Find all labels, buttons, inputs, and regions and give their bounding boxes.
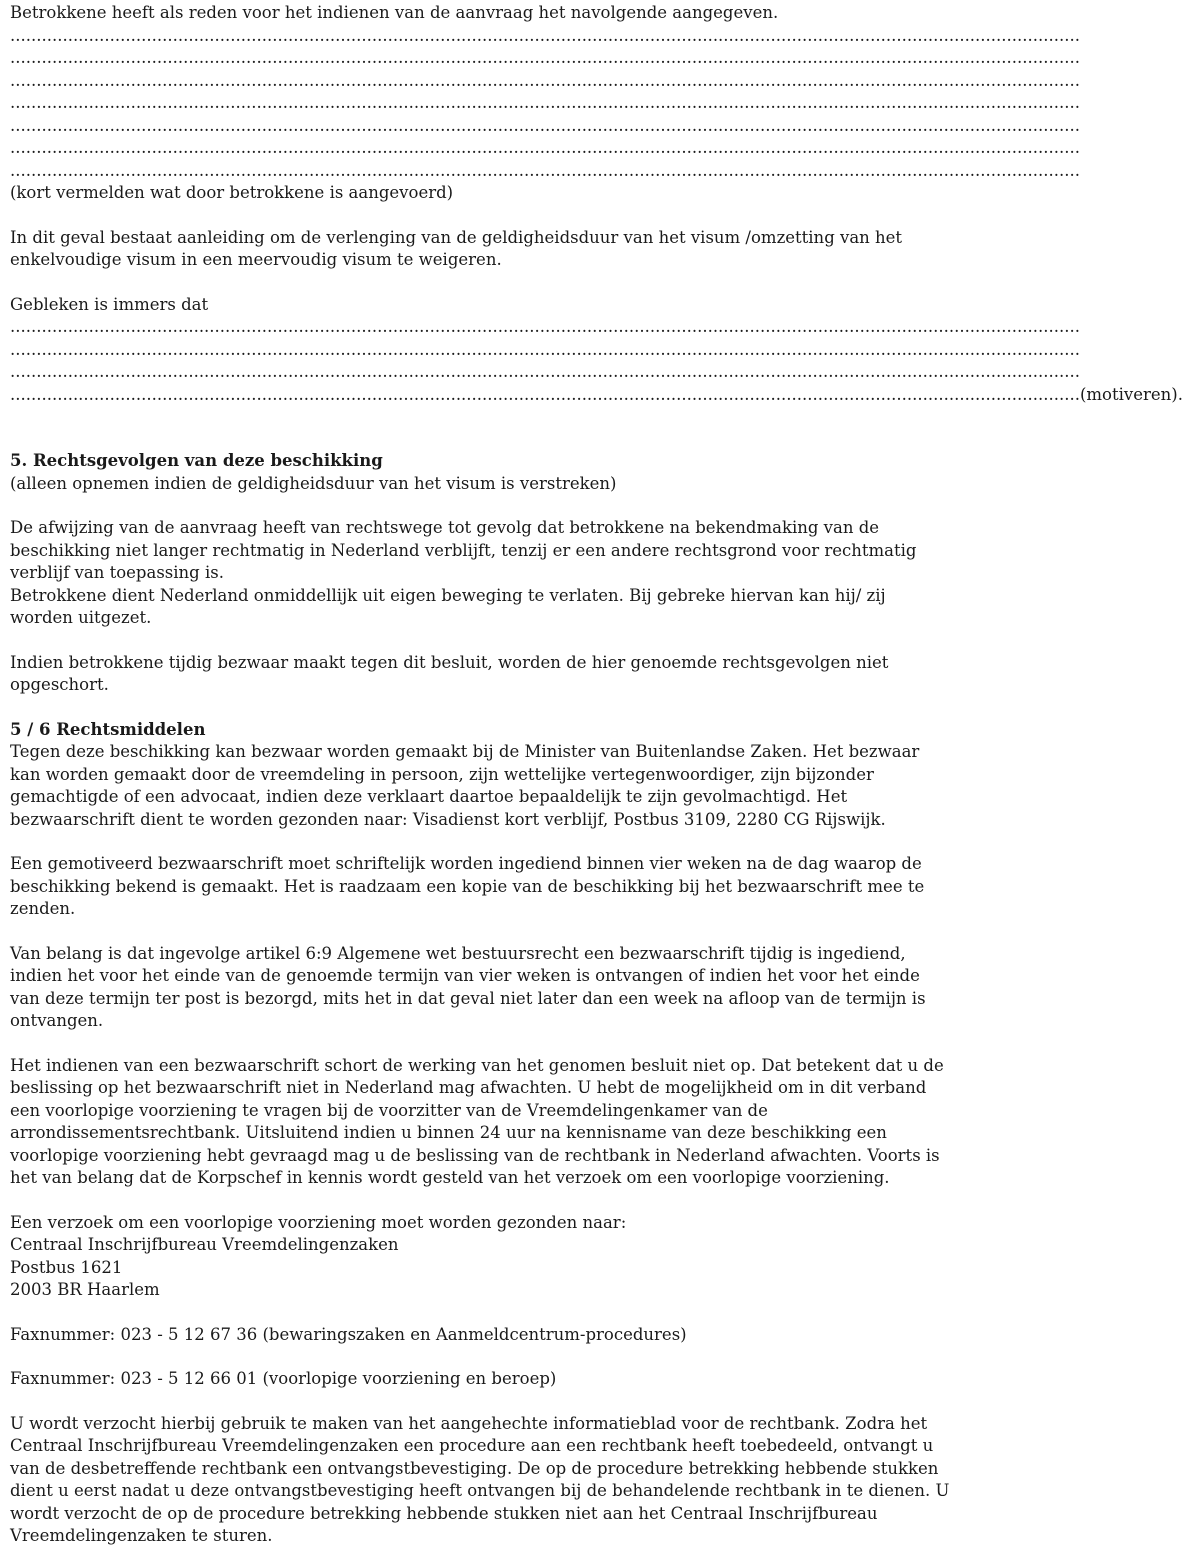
- section5-paragraph-2: [10, 652, 1000, 697]
- dotted-line: ............................................................................................................................................................................................................: [10, 160, 1080, 180]
- section56-paragraph-5: [10, 1413, 1000, 1548]
- text-line: beschikking bekend is gemaakt. Het is raadzaam een kopie van de beschikking bij het bezwaarschrift mee te: [10, 876, 925, 896]
- text-line: van deze termijn ter post is bezorgd, mits het in dat geval niet later dan een week na afloop van de termijn is: [10, 988, 926, 1008]
- text-line: indien het voor het einde van de genoemde termijn van vier weken is ontvangen of indien het voor het einde: [10, 966, 920, 985]
- section56-paragraph-3: [10, 943, 1000, 1033]
- section56-paragraph-4: [10, 1055, 1000, 1190]
- text-line: gemachtigde of een advocaat, indien deze verklaart daartoe bepaaldelijk te zijn gevolmachtigd. Het: [10, 787, 848, 806]
- text-line: Betrokkene dient Nederland onmiddellijk uit eigen beweging te verlaten. Bij gebreke hiervan kan hij/ zij: [10, 585, 886, 605]
- dotted-line: ............................................................................................................................................................................................................: [10, 93, 1080, 112]
- section56-paragraph-2: [10, 853, 1000, 921]
- text-line: beslissing op het bezwaarschrift niet in Nederland mag afwachten. U hebt de mogelijkheid om in dit verband: [10, 1078, 927, 1097]
- section56-paragraph-1: [10, 741, 1000, 831]
- text-line: dient u eerst nadat u deze ontvangstbevestiging heeft ontvangen bij de behandelende rechtbank in te dienen. U: [10, 1481, 950, 1500]
- dotted-line: ............................................................................................................................................................................................................: [10, 25, 1080, 45]
- dotted-line: ............................................................................................................................................................................................................: [10, 138, 1080, 157]
- text-line: wordt verzocht de op de procedure betrekking hebbende stukken niet aan het Centraal Inschrijfbureau: [10, 1503, 878, 1523]
- dotted-line: ............................................................................................................................................................................................................: [10, 115, 1080, 135]
- address-line: 2003 BR Haarlem: [10, 1280, 160, 1299]
- text-line: voorlopige voorziening hebt gevraagd mag u de beslissing van de rechtbank in Nederland afwachten. Voorts is: [10, 1145, 940, 1165]
- refusal-line-1: In dit geval bestaat aanleiding om de verlenging van de geldigheidsduur van het visum /omzetting van het: [10, 227, 903, 247]
- address-line: Een verzoek om een voorlopige voorziening moet worden gezonden naar:: [10, 1212, 627, 1232]
- text-line: verblijf van toepassing is.: [10, 563, 224, 582]
- text-line: Een gemotiveerd bezwaarschrift moet schriftelijk worden ingediend binnen vier weken na de dag waarop de: [10, 854, 922, 873]
- text-line: kan worden gemaakt door de vreemdeling in persoon, zijn wettelijke vertegenwoordiger, zijn bijzonder: [10, 764, 874, 784]
- text-line: ontvangen.: [10, 1011, 104, 1030]
- document-page: [10, 2, 1183, 1548]
- text-line: De afwijzing van de aanvraag heeft van rechtswege tot gevolg dat betrokkene na bekendmaking van de: [10, 518, 880, 537]
- text-line: worden uitgezet.: [10, 608, 152, 627]
- text-line: Tegen deze beschikking kan bezwaar worden gemaakt bij de Minister van Buitenlandse Zaken. Het bezwaar: [10, 742, 920, 761]
- text-line: Van belang is dat ingevolge artikel 6:9 Algemene wet bestuursrecht een bezwaarschrift tijdig is ingediend,: [10, 943, 906, 963]
- text-line: van de desbetreffende rechtbank een ontvangstbevestiging. De op de procedure betrekking hebbende stukken: [10, 1458, 939, 1478]
- address-line: Postbus 1621: [10, 1257, 123, 1277]
- refusal-line-2: enkelvoudige visum in een meervoudig visum te weigeren.: [10, 250, 502, 269]
- text-line: het van belang dat de Korpschef in kennis wordt gesteld van het verzoek om een voorlopige voorziening.: [10, 1168, 890, 1187]
- section5-subtitle: (alleen opnemen indien de geldigheidsduur van het visum is verstreken): [10, 473, 617, 493]
- text-line: Het indienen van een bezwaarschrift schort de werking van het genomen besluit niet op. Dat betekent dat u de: [10, 1055, 944, 1075]
- text-line: Centraal Inschrijfbureau Vreemdelingenzaken een procedure aan een rechtbank heeft toebedeeld, ontvangt u: [10, 1436, 934, 1455]
- address-block: [10, 1212, 1000, 1302]
- reason-intro: Betrokkene heeft als reden voor het indienen van de aanvraag het navolgende aangegeven.: [10, 3, 779, 22]
- motivate-label: (motiveren).: [1079, 384, 1183, 404]
- reason-note: (kort vermelden wat door betrokkene is aangevoerd): [10, 183, 454, 202]
- section5-paragraph-1: [10, 517, 1000, 630]
- fax-number-2: Faxnummer: 023 - 5 12 66 01 (voorlopige voorziening en beroep): [10, 1369, 557, 1388]
- text-line: beschikking niet langer rechtmatig in Nederland verblijft, tenzij er een andere rechtsgrond voor rechtmatig: [10, 540, 917, 560]
- section5-title: 5. Rechtsgevolgen van deze beschikking: [10, 451, 383, 470]
- fax-number-1: Faxnummer: 023 - 5 12 67 36 (bewaringszaken en Aanmeldcentrum-procedures): [10, 1324, 687, 1344]
- text-line: opgeschort.: [10, 675, 109, 694]
- reason-dotted-lines: [10, 25, 1080, 183]
- text-line: Indien betrokkene tijdig bezwaar maakt tegen dit besluit, worden de hier genoemde rechtsgevolgen niet: [10, 652, 889, 672]
- dotted-line: ............................................................................................................................................................................................................: [10, 70, 1080, 90]
- address-line: Centraal Inschrijfbureau Vreemdelingenzaken: [10, 1235, 399, 1254]
- dotted-line: ............................................................................................................................................................................................................: [10, 339, 1080, 359]
- section56-title: 5 / 6 Rechtsmiddelen: [10, 719, 206, 739]
- dotted-line: ............................................................................................................................................................................................................: [10, 317, 1080, 336]
- text-line: een voorlopige voorziening te vragen bij de voorzitter van de Vreemdelingenkamer van de: [10, 1100, 768, 1120]
- dotted-line-motivate: ............................................................................................................................................................................................................ (motiveren).: [10, 384, 1000, 407]
- text-line: U wordt verzocht hierbij gebruik te maken van het aangehechte informatieblad voor de rechtbank. Zodra het: [10, 1413, 928, 1433]
- text-line: zenden.: [10, 899, 76, 918]
- dotted-line: ............................................................................................................................................................................................................: [10, 362, 1080, 381]
- text-line: arrondissementsrechtbank. Uitsluitend indien u binnen 24 uur na kennisname van deze beschikking een: [10, 1123, 887, 1142]
- found-label: Gebleken is immers dat: [10, 294, 209, 314]
- dotted-line: ............................................................................................................................................................................................................: [10, 48, 1080, 67]
- found-dotted-lines: [10, 316, 1183, 406]
- text-line: Vreemdelingenzaken te sturen.: [10, 1526, 273, 1545]
- text-line: bezwaarschrift dient te worden gezonden naar: Visadienst kort verblijf, Postbus 3109, 2280 CG Rijswijk.: [10, 809, 886, 829]
